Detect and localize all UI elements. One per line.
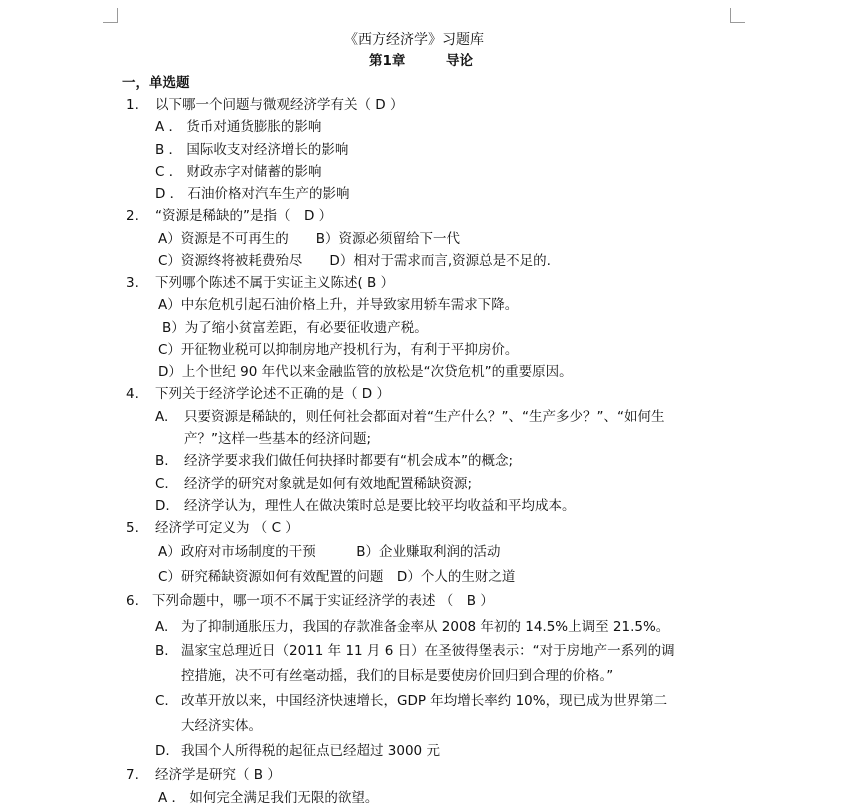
question-number: 4. [126, 386, 139, 402]
option-label: C. [155, 693, 169, 709]
question-number: 5. [126, 520, 139, 536]
question-number: 3. [126, 275, 139, 291]
options-c-d: C）资源终将被耗费殆尽 D）相对于需求而言,资源总是不足的. [158, 253, 551, 269]
option-a-line-2: 产？”这样一些基本的经济问题; [184, 431, 372, 447]
option-c: C ． 财政赤字对储蓄的影响 [155, 164, 322, 180]
section-heading: 一，单选题 [122, 75, 190, 91]
option-label: C. [155, 476, 169, 492]
question-stem: 以下哪一个问题与微观经济学有关（ D ） [155, 97, 404, 113]
options-a-b: A）政府对市场制度的干预 B）企业赚取利润的活动 [158, 544, 501, 560]
option-label: D. [155, 498, 170, 514]
option-label: A. [155, 409, 169, 425]
option-label: B. [155, 453, 169, 469]
question-stem: 经济学可定义为 （ C ） [155, 520, 299, 536]
option-a: 为了抑制通胀压力，我国的存款准备金率从 2008 年初的 14.5%上调至 21.5%。 [181, 619, 670, 635]
question-stem: 下列命题中，哪一项不不属于实证经济学的表述 （ B ） [152, 593, 494, 609]
option-label: D. [155, 743, 170, 759]
option-a-line-1: 只要资源是稀缺的，则任何社会都面对着“生产什么？”、“生产多少？”、“如何生 [184, 409, 665, 425]
option-a: A ． 如何完全满足我们无限的欲望。 [158, 790, 379, 806]
option-c: C）开征物业税可以抑制房地产投机行为，有利于平抑房价。 [158, 342, 519, 358]
option-d: 我国个人所得税的起征点已经超过 3000 元 [181, 743, 440, 759]
question-stem: 下列关于经济学论述不正确的是（ D ） [155, 386, 390, 402]
option-b: 经济学要求我们做任何抉择时都要有“机会成本”的概念; [184, 453, 514, 469]
option-d: D ． 石油价格对汽车生产的影响 [155, 186, 350, 202]
question-number: 6. [126, 593, 139, 609]
question-stem: 经济学是研究（ B ） [155, 767, 281, 783]
option-label: B. [155, 643, 169, 659]
option-b-line-2: 控措施，决不可有丝毫动摇，我们的目标是要使房价回归到合理的价格。” [181, 668, 614, 684]
margin-corner-mark-left [103, 8, 118, 23]
option-d: 经济学认为，理性人在做决策时总是要比较平均收益和平均成本。 [184, 498, 576, 514]
option-b-line-1: 温家宝总理近日（2011 年 11 月 6 日）在圣彼得堡表示：“对于房地产一系列的调 [181, 643, 675, 659]
chapter-number: 第1章 [369, 53, 406, 69]
doc-title: 《西方经济学》习题库 [344, 32, 484, 48]
margin-corner-mark-right [730, 8, 745, 23]
question-stem: “资源是稀缺的”是指（ D ） [155, 208, 333, 224]
option-label: A. [155, 619, 169, 635]
option-b: B）为了缩小贫富差距，有必要征收遗产税。 [162, 320, 428, 336]
question-number: 1. [126, 97, 139, 113]
option-d: D）上个世纪 90 年代以来金融监管的放松是“次贷危机”的重要原因。 [158, 364, 573, 380]
question-stem: 下列哪个陈述不属于实证主义陈述( B ） [155, 275, 395, 291]
option-b: B ． 国际收支对经济增长的影响 [155, 142, 349, 158]
option-a: A ． 货币对通货膨胀的影响 [155, 119, 322, 135]
option-a: A）中东危机引起石油价格上升，并导致家用轿车需求下降。 [158, 297, 519, 313]
question-number: 2. [126, 208, 139, 224]
option-c: 经济学的研究对象就是如何有效地配置稀缺资源; [184, 476, 473, 492]
chapter-name: 导论 [446, 53, 473, 69]
question-number: 7. [126, 767, 139, 783]
option-c-line-1: 改革开放以来，中国经济快速增长，GDP 年均增长率约 10%，现已成为世界第二 [181, 693, 668, 709]
options-c-d: C）研究稀缺资源如何有效配置的问题 D）个人的生财之道 [158, 569, 516, 585]
options-a-b: A）资源是不可再生的 B）资源必须留给下一代 [158, 231, 460, 247]
option-c-line-2: 大经济实体。 [181, 718, 262, 734]
